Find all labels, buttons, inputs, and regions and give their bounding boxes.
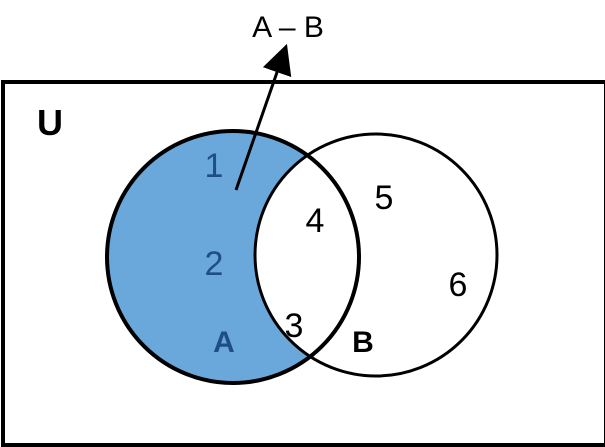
universe-label: U — [37, 102, 63, 143]
shaded-region-caption: A – B — [252, 11, 324, 44]
element-5: 5 — [374, 179, 394, 217]
set-a-label: A — [213, 326, 235, 359]
element-1: 1 — [204, 147, 224, 185]
element-4: 4 — [305, 202, 325, 240]
element-3: 3 — [284, 307, 304, 345]
set-b-label: B — [352, 326, 374, 359]
element-2: 2 — [204, 245, 224, 283]
element-6: 6 — [448, 266, 468, 304]
